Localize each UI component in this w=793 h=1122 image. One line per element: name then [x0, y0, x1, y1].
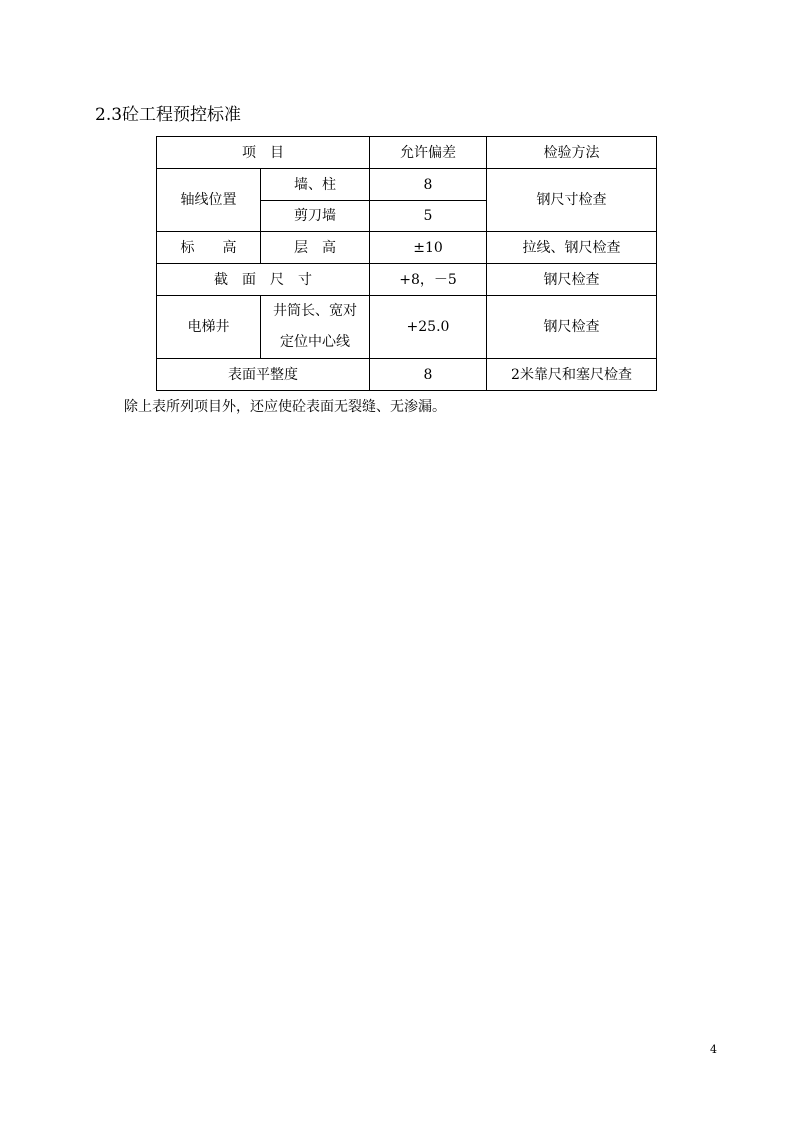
- table-row: [157, 359, 657, 391]
- table-row: [157, 232, 657, 264]
- header-tolerance: 允许偏差: [370, 137, 487, 169]
- table-note: 除上表所列项目外，还应使砼表面无裂缝、无渗漏。: [124, 399, 446, 415]
- item-line: 井筒长、宽对: [273, 303, 357, 319]
- method-cell: 钢尺检查: [487, 264, 657, 296]
- table-row: [157, 296, 657, 359]
- tolerance-cell: +25.0: [370, 296, 487, 359]
- method-cell: 钢尺寸检查: [487, 169, 657, 232]
- table-row: [157, 264, 657, 296]
- item-cell: [261, 296, 370, 359]
- header-method: 检验方法: [487, 137, 657, 169]
- tolerance-cell: 8: [370, 169, 487, 201]
- group-cell: 轴线位置: [157, 169, 261, 232]
- tolerance-table: [156, 136, 657, 391]
- tolerance-cell: 5: [370, 201, 487, 232]
- item-cell: 层 高: [261, 232, 370, 264]
- item-cell: 墙、柱: [261, 169, 370, 201]
- item-cell: 剪刀墙: [261, 201, 370, 232]
- tolerance-cell: ±10: [370, 232, 487, 264]
- method-cell: 2米靠尺和塞尺检查: [487, 359, 657, 391]
- item-line: 定位中心线: [280, 334, 350, 350]
- group-cell: 截 面 尺 寸: [157, 264, 370, 296]
- table-header-row: [157, 137, 657, 169]
- group-cell: 电梯井: [157, 296, 261, 359]
- section-heading: 2.3砼工程预控标准: [95, 105, 242, 125]
- tolerance-cell: +8，－5: [370, 264, 487, 296]
- header-item: 项 目: [157, 137, 370, 169]
- method-cell: 钢尺检查: [487, 296, 657, 359]
- method-cell: 拉线、钢尺检查: [487, 232, 657, 264]
- table-row: [157, 169, 657, 201]
- page-number: 4: [710, 1043, 717, 1056]
- group-cell: 标 高: [157, 232, 261, 264]
- tolerance-cell: 8: [370, 359, 487, 391]
- group-cell: 表面平整度: [157, 359, 370, 391]
